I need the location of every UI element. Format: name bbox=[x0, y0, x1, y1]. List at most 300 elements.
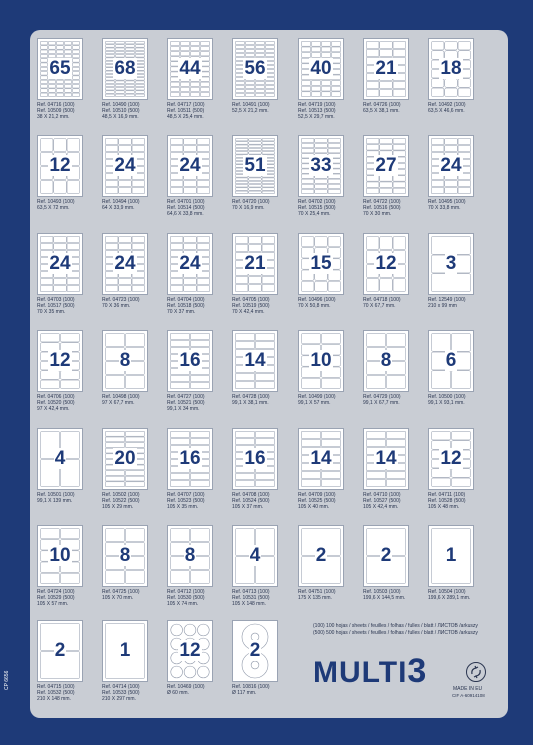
reference-line: Ref. 10525 (500) bbox=[298, 498, 336, 504]
label-count bbox=[299, 350, 343, 372]
label-count-text: 24 bbox=[49, 253, 71, 274]
label-sheet-item bbox=[363, 428, 425, 518]
size-line: 105 X 35 mm. bbox=[167, 504, 199, 510]
label-count-text: 68 bbox=[114, 58, 136, 79]
reference-line: Ref. 04709 (100) bbox=[298, 492, 336, 498]
label-sheet-item bbox=[167, 38, 229, 128]
label-count-text: 12 bbox=[179, 640, 201, 661]
label-count bbox=[429, 448, 473, 470]
reference-line: Ref. 04702 (100) bbox=[298, 199, 336, 205]
reference-line: Ref. 04725 (100) bbox=[102, 589, 140, 595]
label-count bbox=[168, 58, 212, 80]
reference-line: Ref. 04714 (100) bbox=[102, 684, 140, 690]
reference-line: Ref. 04701 (100) bbox=[167, 199, 205, 205]
reference-line: Ref. 04715 (100) bbox=[37, 684, 75, 690]
label-count bbox=[168, 155, 212, 177]
reference-line: Ref. 10523 (500) bbox=[167, 498, 205, 504]
reference-line: Ref. 04720 (100) bbox=[232, 199, 270, 205]
reference-line: Ref. 10521 (500) bbox=[167, 400, 205, 406]
label-count-text: 10 bbox=[310, 350, 332, 371]
sheet-diagram bbox=[428, 428, 474, 490]
label-count-text: 6 bbox=[445, 350, 457, 371]
label-count bbox=[429, 155, 473, 177]
reference-line: Ref. 04704 (100) bbox=[167, 297, 205, 303]
sheet-diagram bbox=[363, 428, 409, 490]
brand-suffix: 3 bbox=[407, 652, 428, 690]
size-line: 199,6 X 289,1 mm. bbox=[428, 595, 471, 601]
label-count bbox=[364, 350, 408, 372]
label-count-text: 3 bbox=[445, 253, 457, 274]
reference-line: Ref. 04707 (100) bbox=[167, 492, 205, 498]
reference-line: Ref. 10524 (500) bbox=[232, 498, 270, 504]
reference-line: Ref. 04710 (100) bbox=[363, 492, 401, 498]
label-count-text: 16 bbox=[179, 350, 201, 371]
size-line: 210 x 99 mm bbox=[428, 303, 457, 309]
size-line: 105 X 57 mm. bbox=[37, 601, 69, 607]
label-count bbox=[299, 155, 343, 177]
label-sheet-item bbox=[363, 525, 425, 615]
label-sheet-item bbox=[428, 330, 490, 420]
label-count-text: 14 bbox=[375, 448, 397, 469]
label-count-text: 33 bbox=[310, 155, 332, 176]
sheet-diagram bbox=[428, 233, 474, 295]
reference-line: Ref. 10498 (100) bbox=[102, 394, 140, 400]
sheet-diagram bbox=[428, 525, 474, 587]
label-sheet-item bbox=[102, 330, 164, 420]
label-count-text: 12 bbox=[49, 155, 71, 176]
label-sheet-item bbox=[298, 330, 360, 420]
label-count bbox=[364, 253, 408, 275]
label-count bbox=[38, 155, 82, 177]
reference-line: Ref. 10499 (100) bbox=[298, 394, 336, 400]
reference-line: Ref. 10517 (500) bbox=[37, 303, 75, 309]
sheet-diagram bbox=[167, 525, 213, 587]
reference-line: Ref. 10510 (500) bbox=[102, 108, 140, 114]
label-info bbox=[428, 199, 508, 211]
label-count bbox=[233, 640, 277, 662]
sheet-diagram bbox=[298, 38, 344, 100]
label-count-text: 10 bbox=[49, 545, 71, 566]
sheet-diagram bbox=[102, 330, 148, 392]
label-count-text: 18 bbox=[440, 58, 462, 79]
reference-line: Ref. 04726 (100) bbox=[363, 102, 401, 108]
size-line: 70 X 33,8 mm. bbox=[428, 205, 461, 211]
reference-line: Ref. 10509 (500) bbox=[37, 108, 75, 114]
reference-line: Ref. 04717 (100) bbox=[167, 102, 205, 108]
label-count-text: 2 bbox=[315, 545, 327, 566]
size-line: 70 X 25,4 mm. bbox=[298, 211, 331, 217]
sheet-diagram bbox=[167, 135, 213, 197]
reference-line: Ref. 10528 (500) bbox=[428, 498, 466, 504]
label-sheet-item bbox=[102, 620, 164, 710]
label-count-text: 2 bbox=[54, 640, 66, 661]
label-count bbox=[429, 253, 473, 275]
label-info bbox=[428, 589, 508, 601]
reference-line: Ref. 10494 (100) bbox=[102, 199, 140, 205]
label-count bbox=[103, 545, 147, 567]
label-sheet-item bbox=[37, 233, 99, 323]
sheet-diagram bbox=[102, 135, 148, 197]
sheet-diagram bbox=[37, 330, 83, 392]
sheet-diagram bbox=[102, 620, 148, 682]
reference-line: Ref. 10532 (500) bbox=[37, 690, 75, 696]
size-line: 64 X 33,9 mm. bbox=[102, 205, 135, 211]
sheet-diagram bbox=[37, 135, 83, 197]
label-sheet-item bbox=[102, 135, 164, 225]
size-line: 199,6 X 144,5 mm. bbox=[363, 595, 406, 601]
label-count bbox=[103, 640, 147, 662]
sheet-diagram bbox=[363, 330, 409, 392]
label-count-text: 8 bbox=[119, 545, 131, 566]
label-count-text: 2 bbox=[380, 545, 392, 566]
reference-line: Ref. 10527 (500) bbox=[363, 498, 401, 504]
label-count bbox=[233, 545, 277, 567]
label-count-text: 24 bbox=[114, 253, 136, 274]
label-count bbox=[103, 155, 147, 177]
quantity-line: (100) 100 hojas / sheets / feuilles / folhas / fulles / blatt / ЛИСТОВ /arkuszy bbox=[313, 623, 478, 629]
size-line: 70 X 16,9 mm. bbox=[232, 205, 265, 211]
label-count bbox=[38, 58, 82, 80]
sheet-diagram bbox=[37, 233, 83, 295]
label-count-text: 4 bbox=[54, 448, 66, 469]
label-sheet-item bbox=[298, 38, 360, 128]
label-info bbox=[428, 297, 508, 309]
label-count-text: 1 bbox=[445, 545, 457, 566]
size-line: 99,1 X 139 mm. bbox=[37, 498, 73, 504]
reference-line: Ref. 10495 (100) bbox=[428, 199, 466, 205]
size-line: 175 X 135 mm. bbox=[298, 595, 332, 601]
reference-line: Ref. 10502 (100) bbox=[102, 492, 140, 498]
reference-line: Ref. 04727 (100) bbox=[167, 394, 205, 400]
label-count bbox=[233, 253, 277, 275]
size-line: 48,5 X 25,4 mm. bbox=[167, 114, 204, 120]
size-line: 38 X 21,2 mm. bbox=[37, 114, 70, 120]
label-count bbox=[364, 155, 408, 177]
sheet-diagram bbox=[298, 135, 344, 197]
label-count bbox=[38, 640, 82, 662]
label-sheet-item bbox=[428, 38, 490, 128]
label-count bbox=[168, 448, 212, 470]
label-count-text: 65 bbox=[49, 58, 71, 79]
made-in-eu: MADE IN EU bbox=[453, 686, 483, 692]
recycle-icon bbox=[466, 662, 486, 682]
label-sheet-item bbox=[167, 135, 229, 225]
label-count-text: 12 bbox=[49, 350, 71, 371]
label-count bbox=[103, 58, 147, 80]
size-line: 70 X 36 mm. bbox=[102, 303, 131, 309]
sheet-diagram bbox=[363, 233, 409, 295]
label-sheet-item bbox=[298, 135, 360, 225]
label-count-text: 8 bbox=[119, 350, 131, 371]
label-count bbox=[103, 253, 147, 275]
label-count-text: 15 bbox=[310, 253, 332, 274]
reference-line: Ref. 04723 (100) bbox=[102, 297, 140, 303]
label-sheet-item bbox=[102, 38, 164, 128]
sheet-diagram bbox=[167, 330, 213, 392]
size-line: 210 X 148 mm. bbox=[37, 696, 71, 702]
label-count bbox=[299, 58, 343, 80]
reference-line: Ref. 04706 (100) bbox=[37, 394, 75, 400]
sheet-diagram bbox=[232, 330, 278, 392]
reference-line: Ref. 10529 (500) bbox=[37, 595, 75, 601]
label-count bbox=[168, 350, 212, 372]
label-count-text: 8 bbox=[184, 545, 196, 566]
reference-line: Ref. 04724 (100) bbox=[37, 589, 75, 595]
size-line: 52,5 X 21,2 mm. bbox=[232, 108, 269, 114]
size-line: 99,1 X 93,1 mm. bbox=[428, 400, 465, 406]
reference-line: Ref. 10491 (100) bbox=[232, 102, 270, 108]
label-sheet-item bbox=[37, 135, 99, 225]
label-sheet-item bbox=[232, 525, 294, 615]
size-line: 105 X 29 mm. bbox=[102, 504, 134, 510]
label-sheet-item bbox=[232, 428, 294, 518]
label-sheet-item bbox=[167, 620, 229, 710]
label-count-text: 1 bbox=[119, 640, 131, 661]
label-sheet-item bbox=[232, 135, 294, 225]
sheet-diagram bbox=[428, 135, 474, 197]
label-sheet-item bbox=[102, 525, 164, 615]
reference-line: Ref. 04718 (100) bbox=[363, 297, 401, 303]
reference-line: Ref. 10530 (500) bbox=[167, 595, 205, 601]
reference-line: Ref. 10533 (500) bbox=[102, 690, 140, 696]
sheet-diagram bbox=[167, 620, 213, 682]
label-info bbox=[232, 684, 312, 696]
label-sheet-item bbox=[37, 330, 99, 420]
label-count-text: 40 bbox=[310, 58, 332, 79]
label-count-text: 24 bbox=[114, 155, 136, 176]
sheet-diagram bbox=[363, 135, 409, 197]
label-count bbox=[38, 253, 82, 275]
label-sheet-item bbox=[167, 330, 229, 420]
reference-line: Ref. 04708 (100) bbox=[232, 492, 270, 498]
label-count-text: 44 bbox=[179, 58, 201, 79]
label-info bbox=[428, 394, 508, 406]
size-line: 105 X 70 mm. bbox=[102, 595, 134, 601]
size-line: 99,1 X 67,7 mm. bbox=[363, 400, 400, 406]
size-line: 99,1 X 38,1 mm. bbox=[232, 400, 269, 406]
label-count-text: 12 bbox=[440, 448, 462, 469]
sheet-diagram bbox=[298, 233, 344, 295]
label-sheet-item bbox=[167, 233, 229, 323]
label-info bbox=[428, 492, 508, 510]
brand-name: MULTI bbox=[313, 656, 408, 689]
cif-code: CIF A-60914108 bbox=[452, 693, 485, 698]
label-count-text: 4 bbox=[249, 545, 261, 566]
size-line: 70 X 35 mm. bbox=[37, 309, 66, 315]
reference-line: Ref. 10520 (500) bbox=[37, 400, 75, 406]
reference-line: Ref. 04751 (100) bbox=[298, 589, 336, 595]
label-count-text: 51 bbox=[244, 155, 266, 176]
label-count-text: 16 bbox=[179, 448, 201, 469]
sheet-diagram bbox=[102, 428, 148, 490]
label-count-text: 14 bbox=[244, 350, 266, 371]
reference-line: Ref. 10490 (100) bbox=[102, 102, 140, 108]
size-line: 105 X 37 mm. bbox=[232, 504, 264, 510]
reference-line: Ref. 04716 (100) bbox=[37, 102, 75, 108]
size-line: 105 X 42,4 mm. bbox=[363, 504, 399, 510]
quantity-legend bbox=[313, 623, 478, 636]
size-line: 70 X 37 mm. bbox=[167, 309, 196, 315]
reference-line: Ref. 10515 (500) bbox=[298, 205, 336, 211]
sheet-diagram bbox=[363, 38, 409, 100]
reference-line: Ref. 10501 (100) bbox=[37, 492, 75, 498]
sheet-diagram bbox=[232, 233, 278, 295]
label-count bbox=[429, 545, 473, 567]
label-count bbox=[299, 448, 343, 470]
size-line: 105 X 48 mm. bbox=[428, 504, 460, 510]
sheet-diagram bbox=[102, 525, 148, 587]
label-sheet-item bbox=[298, 525, 360, 615]
label-count-text: 12 bbox=[375, 253, 397, 274]
sheet-diagram bbox=[102, 233, 148, 295]
label-count bbox=[38, 545, 82, 567]
label-sheet-item bbox=[37, 525, 99, 615]
brand-logo bbox=[313, 652, 427, 691]
reference-line: Ref. 10531 (500) bbox=[232, 595, 270, 601]
label-count bbox=[233, 155, 277, 177]
size-line: 97 X 67,7 mm. bbox=[102, 400, 135, 406]
label-count bbox=[299, 545, 343, 567]
size-line: 63,5 X 72 mm. bbox=[37, 205, 70, 211]
label-sheet-item bbox=[363, 330, 425, 420]
sheet-diagram bbox=[37, 620, 83, 682]
sheet-diagram bbox=[428, 38, 474, 100]
reference-line: Ref. 04728 (100) bbox=[232, 394, 270, 400]
reference-line: Ref. 04719 (100) bbox=[298, 102, 336, 108]
label-count bbox=[38, 448, 82, 470]
label-count bbox=[168, 545, 212, 567]
sheet-diagram bbox=[167, 233, 213, 295]
label-sheet-item bbox=[102, 233, 164, 323]
sheet-diagram bbox=[232, 38, 278, 100]
label-count-text: 2 bbox=[249, 640, 261, 661]
reference-line: Ref. 04713 (100) bbox=[232, 589, 270, 595]
label-count bbox=[168, 253, 212, 275]
label-count bbox=[38, 350, 82, 372]
sheet-diagram bbox=[298, 330, 344, 392]
reference-line: Ref. 04703 (100) bbox=[37, 297, 75, 303]
label-count-text: 24 bbox=[179, 155, 201, 176]
size-line: 105 X 74 mm. bbox=[167, 601, 199, 607]
label-info bbox=[428, 102, 508, 114]
reference-line: Ref. 10469 (100) bbox=[167, 684, 205, 690]
label-count bbox=[103, 350, 147, 372]
side-code: CP 6656 bbox=[4, 670, 10, 690]
label-sheet-item bbox=[37, 428, 99, 518]
sheet-diagram bbox=[232, 428, 278, 490]
label-count bbox=[233, 58, 277, 80]
label-count bbox=[103, 448, 147, 470]
sheet-diagram bbox=[167, 428, 213, 490]
size-line: 105 X 148 mm. bbox=[232, 601, 266, 607]
label-count bbox=[364, 58, 408, 80]
sheet-diagram bbox=[363, 525, 409, 587]
label-count-text: 16 bbox=[244, 448, 266, 469]
label-sheet-item bbox=[232, 330, 294, 420]
sheet-diagram bbox=[37, 38, 83, 100]
label-sheet-item bbox=[363, 233, 425, 323]
reference-line: Ref. 10493 (100) bbox=[37, 199, 75, 205]
label-count bbox=[364, 448, 408, 470]
label-count bbox=[168, 640, 212, 662]
size-line: 105 X 40 mm. bbox=[298, 504, 330, 510]
label-count bbox=[429, 58, 473, 80]
size-line: 70 X 42,4 mm. bbox=[232, 309, 265, 315]
label-sheet-item bbox=[232, 620, 294, 710]
reference-line: Ref. 04722 (100) bbox=[363, 199, 401, 205]
size-line: Ø 117 mm. bbox=[232, 690, 257, 696]
sheet-diagram bbox=[37, 428, 83, 490]
reference-line: Ref. 10516 (500) bbox=[363, 205, 401, 211]
sheet-diagram bbox=[102, 38, 148, 100]
label-count-text: 8 bbox=[380, 350, 392, 371]
size-line: 70 X 50,8 mm. bbox=[298, 303, 331, 309]
reference-line: Ref. 04729 (100) bbox=[363, 394, 401, 400]
size-line: 70 X 30 mm. bbox=[363, 211, 392, 217]
size-line: 70 X 67,7 mm. bbox=[363, 303, 396, 309]
reference-line: Ref. 10492 (100) bbox=[428, 102, 466, 108]
size-line: 97 X 42,4 mm. bbox=[37, 406, 70, 412]
label-count bbox=[233, 350, 277, 372]
label-count bbox=[233, 448, 277, 470]
label-count-text: 56 bbox=[244, 58, 266, 79]
label-count-text: 20 bbox=[114, 448, 136, 469]
label-sheet-item bbox=[167, 428, 229, 518]
label-sheet-item bbox=[428, 233, 490, 323]
quantity-line: (500) 500 hojas / sheets / feuilles / folhas / fulles / blatt / ЛИСТОВ /arkuszy bbox=[313, 629, 478, 636]
size-line: Ø 60 mm. bbox=[167, 690, 189, 696]
reference-line: Ref. 10503 (100) bbox=[363, 589, 401, 595]
label-sheet-item bbox=[37, 620, 99, 710]
reference-line: Ref. 12549 (100) bbox=[428, 297, 466, 303]
label-count-text: 24 bbox=[440, 155, 462, 176]
sheet-diagram bbox=[428, 330, 474, 392]
label-sheet-item bbox=[428, 135, 490, 225]
size-line: 48,5 X 16,9 mm. bbox=[102, 114, 139, 120]
sheet-diagram bbox=[298, 525, 344, 587]
reference-line: Ref. 10496 (100) bbox=[298, 297, 336, 303]
sheet-diagram bbox=[232, 135, 278, 197]
reference-line: Ref. 10500 (100) bbox=[428, 394, 466, 400]
reference-line: Ref. 04711 (100) bbox=[428, 492, 466, 498]
reference-line: Ref. 10519 (500) bbox=[232, 303, 270, 309]
label-count-text: 21 bbox=[244, 253, 266, 274]
reference-line: Ref. 10514 (500) bbox=[167, 205, 205, 211]
sheet-diagram bbox=[298, 428, 344, 490]
size-line: 210 X 297 mm. bbox=[102, 696, 136, 702]
reference-line: Ref. 04712 (100) bbox=[167, 589, 205, 595]
sheet-diagram bbox=[167, 38, 213, 100]
label-count bbox=[364, 545, 408, 567]
sheet-diagram bbox=[37, 525, 83, 587]
sheet-diagram bbox=[232, 525, 278, 587]
label-sheet-item bbox=[428, 525, 490, 615]
label-sheet-item bbox=[363, 38, 425, 128]
label-sheet-item bbox=[167, 525, 229, 615]
label-sheet-item bbox=[102, 428, 164, 518]
size-line: 63,5 X 46,6 mm. bbox=[428, 108, 465, 114]
label-count-text: 14 bbox=[310, 448, 332, 469]
label-sheet-item bbox=[232, 38, 294, 128]
size-line: 63,5 X 38,1 mm. bbox=[363, 108, 400, 114]
reference-line: Ref. 10513 (500) bbox=[298, 108, 336, 114]
size-line: 99,1 X 57 mm. bbox=[298, 400, 331, 406]
size-line: 64,6 X 33,8 mm. bbox=[167, 211, 204, 217]
label-count-text: 21 bbox=[375, 58, 397, 79]
size-line: 99,1 X 34 mm. bbox=[167, 406, 200, 412]
size-line: 52,5 X 29,7 mm. bbox=[298, 114, 335, 120]
label-sheet-item bbox=[298, 428, 360, 518]
